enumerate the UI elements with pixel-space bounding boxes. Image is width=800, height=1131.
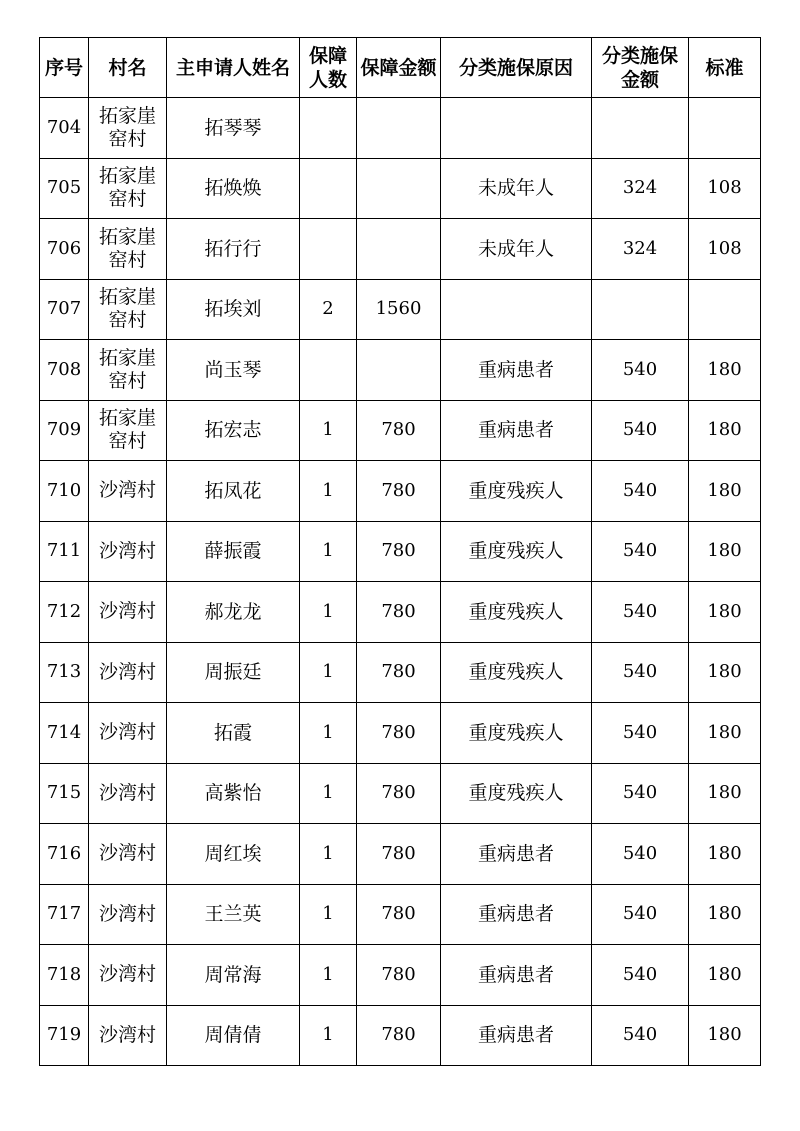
table-row bbox=[40, 98, 761, 159]
cell-classification-amount bbox=[592, 279, 689, 340]
cell-covered-people: 1 bbox=[300, 945, 357, 1006]
cell-standard: 180 bbox=[689, 461, 761, 522]
cell-village-name: 拓家崖窑村 bbox=[89, 400, 167, 461]
cell-covered-people bbox=[300, 98, 357, 159]
cell-covered-people: 1 bbox=[300, 582, 357, 643]
cell-coverage-amount: 780 bbox=[357, 582, 441, 643]
cell-village-name: 沙湾村 bbox=[89, 1005, 167, 1066]
table-row bbox=[40, 158, 761, 219]
cell-covered-people: 1 bbox=[300, 521, 357, 582]
roster-table bbox=[39, 37, 761, 1066]
cell-standard: 180 bbox=[689, 400, 761, 461]
cell-applicant-name: 尚玉琴 bbox=[167, 340, 300, 401]
cell-village-name: 拓家崖窑村 bbox=[89, 340, 167, 401]
cell-serial-number: 709 bbox=[40, 400, 89, 461]
cell-coverage-amount: 780 bbox=[357, 1005, 441, 1066]
cell-village-name: 沙湾村 bbox=[89, 461, 167, 522]
cell-classification-reason bbox=[441, 279, 592, 340]
cell-serial-number: 712 bbox=[40, 582, 89, 643]
header-village-name: 村名 bbox=[89, 38, 167, 98]
cell-covered-people: 1 bbox=[300, 1005, 357, 1066]
cell-applicant-name: 拓琴琴 bbox=[167, 98, 300, 159]
cell-classification-reason: 重度残疾人 bbox=[441, 763, 592, 824]
cell-applicant-name: 拓埃刘 bbox=[167, 279, 300, 340]
table-header bbox=[40, 38, 761, 98]
cell-classification-amount: 540 bbox=[592, 1005, 689, 1066]
cell-standard: 180 bbox=[689, 642, 761, 703]
cell-village-name: 沙湾村 bbox=[89, 642, 167, 703]
cell-coverage-amount: 780 bbox=[357, 642, 441, 703]
cell-applicant-name: 拓凤花 bbox=[167, 461, 300, 522]
cell-classification-amount: 324 bbox=[592, 158, 689, 219]
cell-classification-amount: 540 bbox=[592, 461, 689, 522]
cell-village-name: 沙湾村 bbox=[89, 763, 167, 824]
table-row bbox=[40, 884, 761, 945]
cell-serial-number: 710 bbox=[40, 461, 89, 522]
cell-classification-reason: 重病患者 bbox=[441, 824, 592, 885]
cell-applicant-name: 周振廷 bbox=[167, 642, 300, 703]
cell-standard: 180 bbox=[689, 340, 761, 401]
table-row bbox=[40, 340, 761, 401]
cell-applicant-name: 拓行行 bbox=[167, 219, 300, 280]
cell-serial-number: 707 bbox=[40, 279, 89, 340]
cell-village-name: 沙湾村 bbox=[89, 521, 167, 582]
cell-coverage-amount bbox=[357, 158, 441, 219]
cell-coverage-amount: 780 bbox=[357, 763, 441, 824]
cell-covered-people: 1 bbox=[300, 884, 357, 945]
header-applicant-name: 主申请人姓名 bbox=[167, 38, 300, 98]
cell-serial-number: 711 bbox=[40, 521, 89, 582]
cell-classification-amount: 540 bbox=[592, 400, 689, 461]
cell-covered-people bbox=[300, 158, 357, 219]
cell-covered-people: 1 bbox=[300, 703, 357, 764]
cell-serial-number: 715 bbox=[40, 763, 89, 824]
table-row bbox=[40, 945, 761, 1006]
cell-serial-number: 719 bbox=[40, 1005, 89, 1066]
cell-applicant-name: 周倩倩 bbox=[167, 1005, 300, 1066]
cell-standard bbox=[689, 98, 761, 159]
cell-applicant-name: 王兰英 bbox=[167, 884, 300, 945]
cell-standard: 180 bbox=[689, 582, 761, 643]
cell-classification-amount: 540 bbox=[592, 824, 689, 885]
cell-classification-amount: 540 bbox=[592, 521, 689, 582]
cell-coverage-amount bbox=[357, 219, 441, 280]
cell-coverage-amount: 780 bbox=[357, 884, 441, 945]
table-row bbox=[40, 703, 761, 764]
cell-classification-reason: 重病患者 bbox=[441, 945, 592, 1006]
cell-standard: 180 bbox=[689, 824, 761, 885]
cell-covered-people: 1 bbox=[300, 400, 357, 461]
cell-serial-number: 708 bbox=[40, 340, 89, 401]
cell-classification-reason: 重度残疾人 bbox=[441, 461, 592, 522]
cell-serial-number: 706 bbox=[40, 219, 89, 280]
header-row bbox=[40, 38, 761, 98]
cell-serial-number: 705 bbox=[40, 158, 89, 219]
cell-standard: 180 bbox=[689, 1005, 761, 1066]
cell-coverage-amount: 1560 bbox=[357, 279, 441, 340]
cell-covered-people bbox=[300, 219, 357, 280]
cell-classification-reason: 未成年人 bbox=[441, 219, 592, 280]
cell-serial-number: 704 bbox=[40, 98, 89, 159]
cell-serial-number: 713 bbox=[40, 642, 89, 703]
cell-classification-amount: 540 bbox=[592, 763, 689, 824]
cell-coverage-amount: 780 bbox=[357, 461, 441, 522]
cell-standard: 180 bbox=[689, 521, 761, 582]
cell-covered-people bbox=[300, 340, 357, 401]
cell-classification-reason: 重病患者 bbox=[441, 400, 592, 461]
cell-standard: 108 bbox=[689, 219, 761, 280]
cell-classification-amount bbox=[592, 98, 689, 159]
cell-standard: 180 bbox=[689, 945, 761, 1006]
cell-coverage-amount: 780 bbox=[357, 824, 441, 885]
cell-village-name: 沙湾村 bbox=[89, 945, 167, 1006]
cell-classification-reason: 重病患者 bbox=[441, 340, 592, 401]
cell-coverage-amount: 780 bbox=[357, 400, 441, 461]
cell-applicant-name: 高紫怡 bbox=[167, 763, 300, 824]
cell-coverage-amount: 780 bbox=[357, 703, 441, 764]
cell-covered-people: 2 bbox=[300, 279, 357, 340]
table-row bbox=[40, 521, 761, 582]
table-row bbox=[40, 279, 761, 340]
cell-classification-reason: 重度残疾人 bbox=[441, 582, 592, 643]
cell-classification-reason: 重度残疾人 bbox=[441, 703, 592, 764]
cell-classification-reason: 重病患者 bbox=[441, 1005, 592, 1066]
cell-standard: 180 bbox=[689, 763, 761, 824]
cell-village-name: 拓家崖窑村 bbox=[89, 158, 167, 219]
cell-village-name: 沙湾村 bbox=[89, 703, 167, 764]
table-row bbox=[40, 763, 761, 824]
cell-classification-amount: 324 bbox=[592, 219, 689, 280]
cell-applicant-name: 周常海 bbox=[167, 945, 300, 1006]
table-row bbox=[40, 219, 761, 280]
cell-classification-reason: 未成年人 bbox=[441, 158, 592, 219]
cell-classification-amount: 540 bbox=[592, 703, 689, 764]
cell-covered-people: 1 bbox=[300, 642, 357, 703]
cell-classification-amount: 540 bbox=[592, 582, 689, 643]
header-classification-reason: 分类施保原因 bbox=[441, 38, 592, 98]
header-serial-number: 序号 bbox=[40, 38, 89, 98]
cell-serial-number: 716 bbox=[40, 824, 89, 885]
cell-applicant-name: 周红埃 bbox=[167, 824, 300, 885]
cell-covered-people: 1 bbox=[300, 461, 357, 522]
cell-applicant-name: 拓焕焕 bbox=[167, 158, 300, 219]
cell-village-name: 沙湾村 bbox=[89, 884, 167, 945]
cell-classification-reason: 重病患者 bbox=[441, 884, 592, 945]
cell-village-name: 沙湾村 bbox=[89, 582, 167, 643]
header-coverage-amount: 保障金额 bbox=[357, 38, 441, 98]
table-row bbox=[40, 582, 761, 643]
table-row bbox=[40, 824, 761, 885]
cell-classification-reason bbox=[441, 98, 592, 159]
cell-classification-reason: 重度残疾人 bbox=[441, 642, 592, 703]
table-row bbox=[40, 1005, 761, 1066]
table-row bbox=[40, 642, 761, 703]
cell-classification-amount: 540 bbox=[592, 884, 689, 945]
cell-classification-amount: 540 bbox=[592, 642, 689, 703]
cell-standard: 180 bbox=[689, 884, 761, 945]
cell-village-name: 拓家崖窑村 bbox=[89, 98, 167, 159]
cell-serial-number: 717 bbox=[40, 884, 89, 945]
cell-applicant-name: 拓霞 bbox=[167, 703, 300, 764]
header-covered-people: 保障人数 bbox=[300, 38, 357, 98]
cell-coverage-amount: 780 bbox=[357, 521, 441, 582]
cell-covered-people: 1 bbox=[300, 824, 357, 885]
cell-coverage-amount bbox=[357, 340, 441, 401]
cell-covered-people: 1 bbox=[300, 763, 357, 824]
cell-serial-number: 714 bbox=[40, 703, 89, 764]
cell-classification-amount: 540 bbox=[592, 340, 689, 401]
table-row bbox=[40, 400, 761, 461]
cell-classification-reason: 重度残疾人 bbox=[441, 521, 592, 582]
table-body bbox=[40, 98, 761, 1066]
header-standard: 标准 bbox=[689, 38, 761, 98]
cell-standard: 180 bbox=[689, 703, 761, 764]
cell-serial-number: 718 bbox=[40, 945, 89, 1006]
cell-applicant-name: 薛振霞 bbox=[167, 521, 300, 582]
cell-village-name: 拓家崖窑村 bbox=[89, 279, 167, 340]
header-classification-amount: 分类施保金额 bbox=[592, 38, 689, 98]
table-row bbox=[40, 461, 761, 522]
cell-coverage-amount: 780 bbox=[357, 945, 441, 1006]
cell-applicant-name: 郝龙龙 bbox=[167, 582, 300, 643]
cell-classification-amount: 540 bbox=[592, 945, 689, 1006]
cell-applicant-name: 拓宏志 bbox=[167, 400, 300, 461]
cell-standard: 108 bbox=[689, 158, 761, 219]
cell-village-name: 沙湾村 bbox=[89, 824, 167, 885]
cell-coverage-amount bbox=[357, 98, 441, 159]
cell-village-name: 拓家崖窑村 bbox=[89, 219, 167, 280]
cell-standard bbox=[689, 279, 761, 340]
